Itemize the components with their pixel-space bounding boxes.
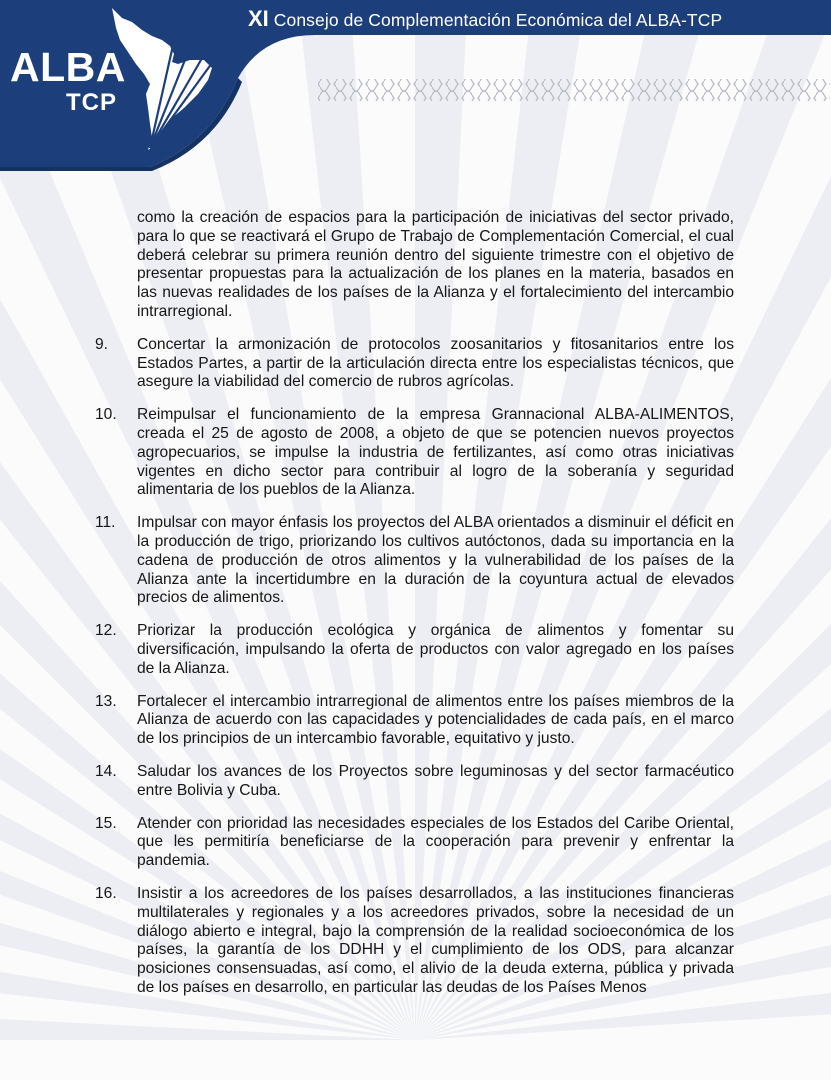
list-item-text: Impulsar con mayor énfasis los proyectos del ALBA orientados a disminuir el déficit en la producción de trigo, priorizando los cultivos autóctonos, dada su importancia en la cadena de producción de otros alimentos y la vulnerabilidad de los países de la Alianza ante la incertidumbre en la duración de la coyuntura actual de elevados precios de alimentos. [137, 514, 734, 607]
list-item-text: Atender con prioridad las necesidades especiales de los Estados del Caribe Oriental, que les permitiría beneficiarse de la cooperación para prevenir y enfrentar la pandemia. [137, 814, 734, 870]
list-item-text: Reimpulsar el funcionamiento de la empresa Grannacional ALBA-ALIMENTOS, creada el 25 de agosto de 2008, a objeto de que se potencien nuevos proyectos agropecuarios, se impulse la industria de fertilizantes, así como otras iniciativas vigentes en dicho sector para contribuir al logro de la soberanía y seguridad alimentaria de los pueblos de la Alianza. [137, 406, 734, 499]
document-body [0, 209, 831, 998]
list-item [95, 335, 734, 392]
header-title-text: Consejo de Complementación Económica del ALBA-TCP [268, 10, 723, 30]
list-item-number: 16. [95, 884, 117, 902]
list-item-number: 10. [95, 406, 117, 424]
list-item-number: 11. [95, 514, 116, 532]
list-item [95, 692, 734, 749]
list-item-number: 13. [95, 692, 117, 710]
header-title [248, 6, 823, 32]
list-item [95, 514, 734, 608]
list-item-text: Insistir a los acreedores de los países desarrollados, a las instituciones financieras multilaterales y regionales y a los acreedores privados, sobre la necesidad de un diálogo abierto e integral, bajo la comprensión de la realidad socioeconómica de los países, la garantía de los DDHH y el cumplimiento de los ODS, para alcanzar posiciones consensuadas, así como, el alivio de la deuda externa, pública y privada de los países en desarrollo, en particular las deudas de los Países Menos [137, 884, 734, 996]
list-item-text: Saludar los avances de los Proyectos sobre leguminosas y del sector farmacéutico entre Bolivia y Cuba. [137, 762, 734, 799]
logo-tcp-text: TCP [66, 89, 117, 116]
list-item-number: 12. [95, 622, 117, 640]
list-item-number: 15. [95, 814, 117, 832]
list-item-text: Concertar la armonización de protocolos zoosanitarios y fitosanitarios entre los Estados Partes, a partir de la articulación directa entre los especialistas técnicos, que asegure la viabilidad del comercio de rubros agrícolas. [137, 335, 734, 391]
list-item-number: 14. [95, 762, 117, 780]
list-item-text: Fortalecer el intercambio intrarregional de alimentos entre los países miembros de la Alianza de acuerdo con las capacidades y potencialidades de cada país, en el marco de los principios de un intercambio favorable, equitativo y justo. [137, 692, 734, 748]
list-item [95, 762, 734, 801]
header-title-roman: XI [248, 6, 269, 31]
list-item [95, 814, 734, 871]
list-item [95, 622, 734, 678]
list-item-number: 9. [95, 335, 109, 353]
list-item-text: Priorizar la producción ecológica y orgánica de alimentos y fomentar su diversificación, impulsando la oferta de productos con valor agregado en los países de la Alianza. [137, 622, 734, 677]
page-header [0, 0, 831, 175]
continued-paragraph: como la creación de espacios para la participación de iniciativas del sector privado, para lo que se reactivará el Grupo de Trabajo de Complementación Comercial, el cual deberá celebrar su primera reunión dentro del siguiente trimestre con el objetivo de presentar propuestas para la actualización de los planes en la materia, basados en las nuevas realidades de los países de la Alianza y el fortalecimiento del intercambio intrarregional. [137, 209, 734, 320]
braid-ornament [318, 79, 830, 101]
logo-alba-text: ALBA [10, 44, 126, 90]
list-item [95, 406, 734, 500]
list-item [95, 884, 734, 998]
